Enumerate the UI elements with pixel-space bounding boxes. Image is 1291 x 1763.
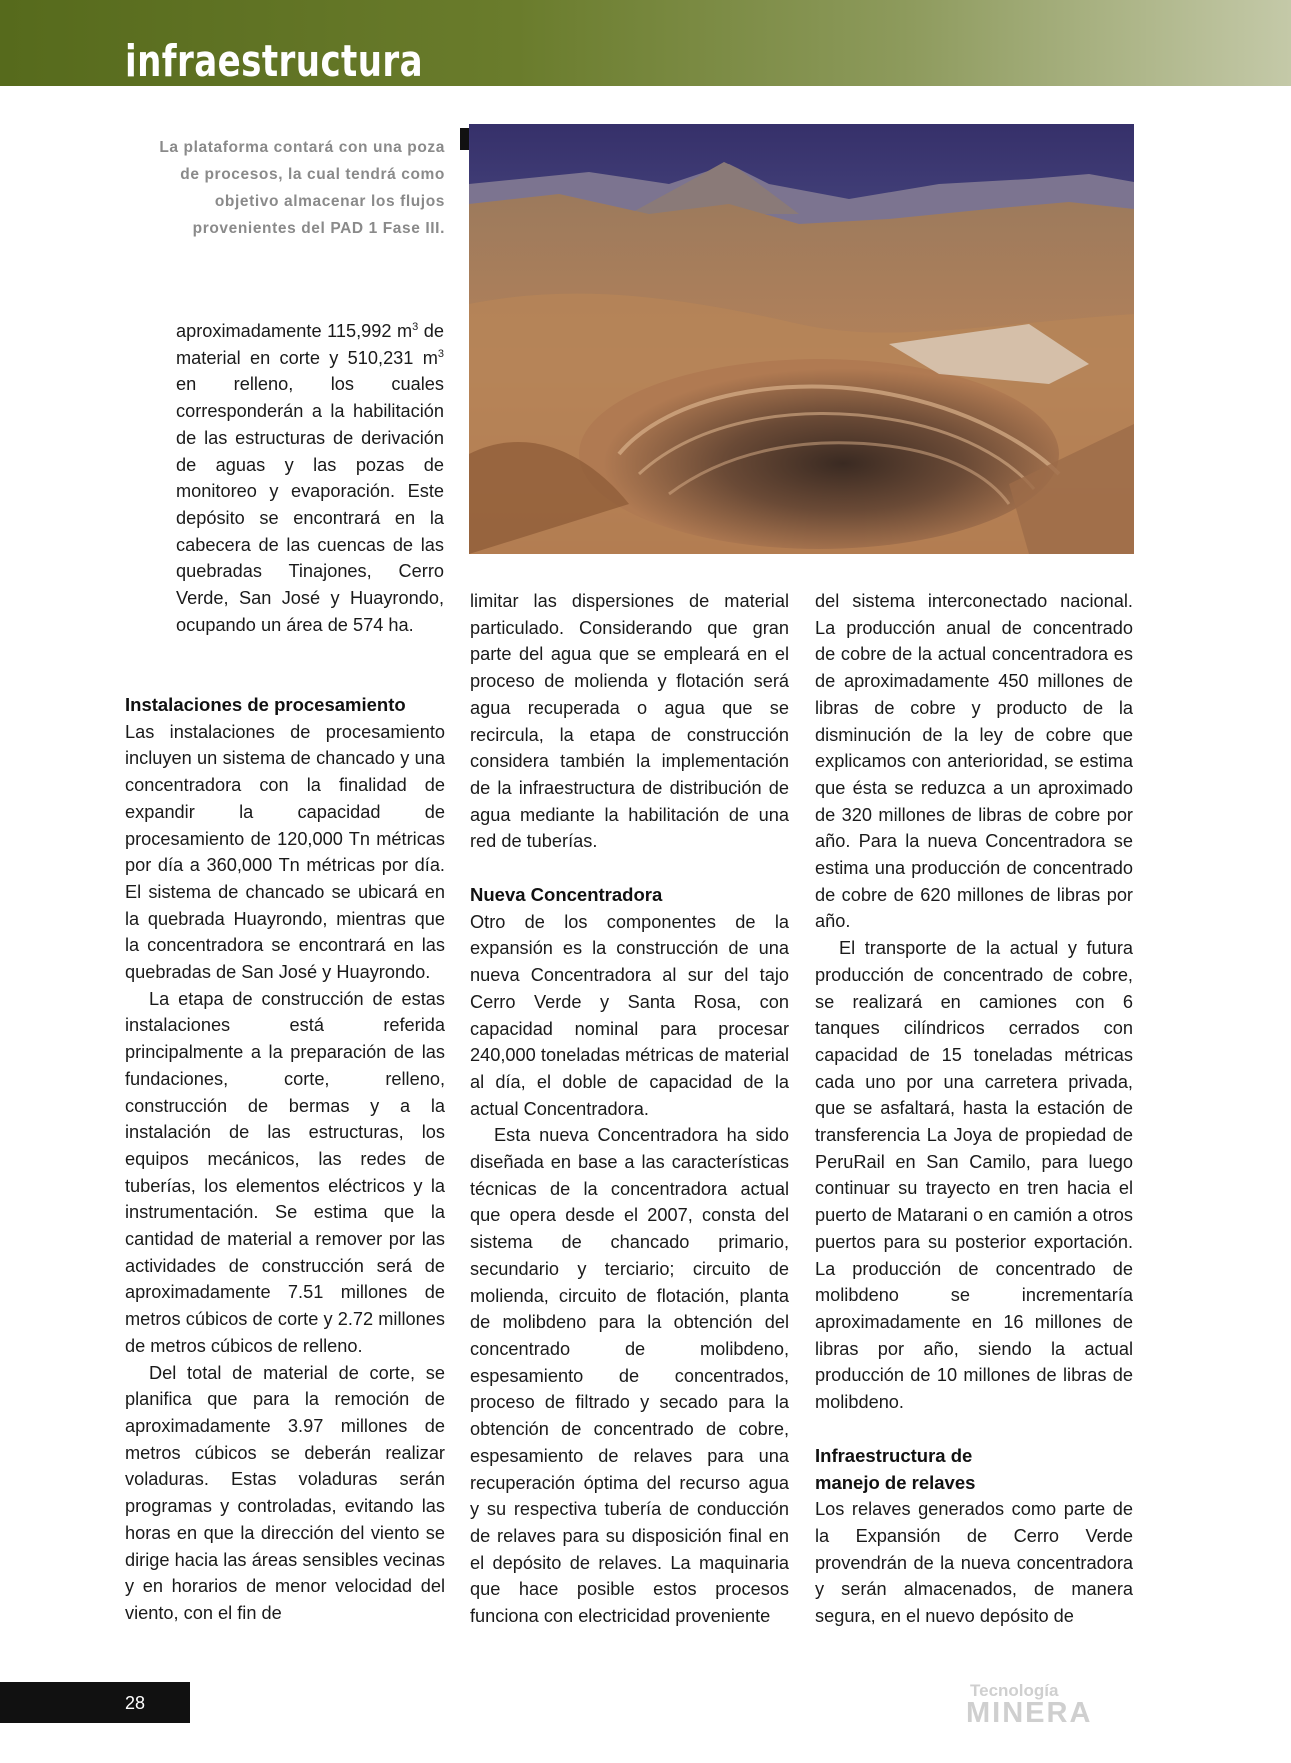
pullquote: La plataforma contará con una poza de procesos, la cual tendrá como objetivo almacenar los flujos provenientes del PAD 1 Fase III. xyxy=(159,139,445,237)
paragraph: Las instalaciones de procesamiento incluyen un sistema de chancado y una concentradora con la finalidad de expandir la capacidad de procesamiento de 120,000 Tn métricas por día a 360,000 Tn métricas por día. El sistema de chancado se ubicará en la quebrada Huayrondo, mientras que la concentradora se encontrará en las quebradas de San José y Huayrondo. xyxy=(125,721,445,983)
continuation-paragraph xyxy=(176,318,444,638)
continuation-text-2: de material en corte y 510,231 m xyxy=(176,321,444,368)
heading-new-concentrator: Nueva Concentradora xyxy=(470,884,663,906)
superscript: 3 xyxy=(437,347,444,360)
paragraph: Los relaves generados como parte de la Expansión de Cerro Verde provendrán de la nueva concentradora y serán almacenados, de manera segura, en el nuevo depósito de xyxy=(815,1499,1133,1627)
paragraph: El transporte de la actual y futura producción de concentrado de cobre, se realizará en camiones con 6 tanques cilíndricos cerrados con capacidad de 15 toneladas métricas cada uno por una carretera privada, que se asfaltará, hasta la estación de transferencia La Joya de propiedad de PeruRail en San Camilo, para luego continuar su trayecto en tren hacia el puerto de Matarani o en camión a otros puertos para su posterior exportación. La producción de concentrado de molibdeno se incrementaría aproximadamente en 16 millones de libras por año, siendo la actual producción de 10 millones de libras de molibdeno. xyxy=(815,938,1133,1413)
page-number: 28 xyxy=(125,1693,146,1713)
column1-continuation xyxy=(176,318,444,638)
paragraph: del sistema interconectado nacional. La producción anual de concentrado de cobre de la actual concentradora es de aproximadamente 450 millones de libras de cobre y producto de la disminución de la ley de cobre que explicamos con anterioridad, se estima que ésta se reduzca a un aproximado de 320 millones de libras de cobre por año. Para la nueva Concentradora se estima una producción de concentrado de cobre de 620 millones de libras por año. xyxy=(815,591,1133,932)
heading-tailings-line1: Infraestructura de xyxy=(815,1444,973,1466)
continuation-text-3: en relleno, los cuales corresponderán a la habilitación de las estructuras de derivación de aguas y las pozas de monitoreo y evaporación. Este depósito se encontrará en la cabecera de las cuencas de las quebradas Tinajones, Cerro Verde, San José y Huayrondo, ocupando un área de 574 ha. xyxy=(176,374,444,635)
open-pit-mine-photo-icon xyxy=(469,124,1134,554)
continuation-text-1: aproximadamente 115,992 m xyxy=(176,321,413,341)
page-number-bar xyxy=(0,1682,190,1723)
superscript: 3 xyxy=(412,321,419,333)
heading-tailings xyxy=(815,1443,1133,1496)
logo-line2: MINERA xyxy=(966,1697,1093,1724)
section-title: infraestructura xyxy=(125,36,424,87)
tecnologia-minera-logo-icon xyxy=(966,1680,1136,1724)
column3 xyxy=(815,588,1133,1630)
paragraph: La etapa de construcción de estas instalaciones está referida principalmente a la preparación de las fundaciones, corte, relleno, construcción de bermas y a la instalación de las estructuras, los equipos mecánicos, las redes de tuberías, los elementos eléctricos y la instrumentación. Se estima que la cantidad de material a remover por las actividades de construcción será de aproximadamente 7.51 millones de metros cúbicos de corte y 2.72 millones de metros cúbicos de relleno. xyxy=(125,988,445,1356)
column2 xyxy=(470,588,789,1630)
photo-block xyxy=(460,124,1134,554)
logo-line1: Tecnología xyxy=(970,1681,1059,1700)
paragraph: limitar las dispersiones de material particulado. Considerando que gran parte del agua que se empleará en el proceso de molienda y flotación será agua recuperada o agua que se recircula, la etapa de construcción considera también la implementación de la infraestructura de distribución de agua mediante la habilitación de una red de tuberías. xyxy=(470,591,789,852)
heading-tailings-line2: manejo de relaves xyxy=(815,1471,976,1493)
column1 xyxy=(125,692,445,1627)
paragraph: Esta nueva Concentradora ha sido diseñada en base a las características técnicas de la concentradora actual que opera desde el 2007, consta del sistema de chancado primario, secundario y terciario; circuito de molienda, circuito de flotación, planta de molibdeno para la obtención del concentrado de molibdeno, espesamiento de concentrados, proceso de filtrado y secado para la obtención de concentrado de cobre, espesamiento de relaves para una recuperación óptima del recurso agua y su respectiva tubería de conducción de relaves para su disposición final en el depósito de relaves. La maquinaria que hace posible estos procesos funciona con electricidad proveniente xyxy=(470,1125,789,1627)
photo-marker xyxy=(460,128,469,150)
paragraph: Del total de material de corte, se planifica que para la remoción de aproximadamente 3.97 millones de metros cúbicos se deberán realizar voladuras. Estas voladuras serán programas y controladas, evitando las horas en que la dirección del viento se dirige hacia las áreas sensibles vecinas y en horarios de menor velocidad del viento, con el fin de xyxy=(125,1362,445,1623)
paragraph: Otro de los componentes de la expansión es la construcción de una nueva Concentradora al sur del tajo Cerro Verde y Santa Rosa, con capacidad nominal para procesar 240,000 toneladas métricas de material al día, el doble de capacidad de la actual Concentradora. xyxy=(470,911,789,1119)
heading-processing: Instalaciones de procesamiento xyxy=(125,694,406,715)
